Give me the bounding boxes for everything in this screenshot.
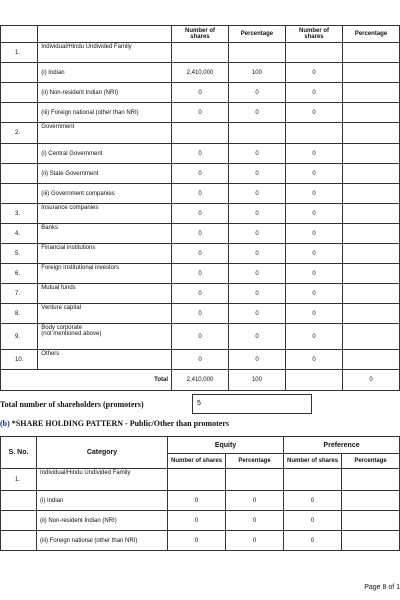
row-category — [38, 204, 172, 224]
table-row — [1, 43, 400, 63]
preference-shares-cell — [285, 123, 342, 144]
preference-shares-cell: 0 — [285, 103, 342, 123]
row-category — [37, 469, 168, 491]
preference-percentage-cell — [342, 103, 399, 123]
preference-percentage-cell — [342, 511, 400, 531]
preference-shares-cell: 0 — [285, 164, 342, 184]
category-header: Category — [37, 437, 168, 469]
total-equity-shares: 2,410,000 — [171, 370, 228, 391]
row-category — [38, 144, 172, 164]
shareholders-count-row — [0, 394, 400, 418]
row-category — [37, 511, 168, 531]
table-header-row — [1, 437, 400, 454]
row-category-label: (i) Indian — [40, 497, 64, 504]
equity-shares-cell: 0 — [168, 511, 226, 531]
row-serial-number: 8. — [1, 304, 38, 324]
row-serial-number: 5. — [1, 244, 38, 264]
preference-shares-cell: 0 — [285, 244, 342, 264]
equity-percentage-cell: 100 — [228, 63, 285, 83]
equity-percentage-cell: 0 — [228, 144, 285, 164]
preference-percentage-cell — [342, 284, 399, 304]
table-row — [1, 531, 400, 551]
equity-percentage-cell — [226, 469, 284, 491]
equity-header: Equity — [168, 437, 284, 454]
preference-shares-cell: 0 — [285, 224, 342, 244]
table-row — [1, 123, 400, 144]
preference-shares-cell: 0 — [285, 204, 342, 224]
preference-shares-header: Number of shares — [285, 26, 342, 43]
preference-percentage-cell — [342, 491, 400, 511]
preference-percentage-cell — [342, 264, 399, 284]
sn-header: S. No. — [1, 437, 37, 469]
section-b-heading: *SHARE HOLDING PATTERN - Public/Other than promoters — [9, 419, 229, 428]
table-row — [1, 184, 400, 204]
table-row — [1, 63, 400, 83]
row-category — [37, 531, 168, 551]
preference-percentage-cell — [342, 350, 399, 370]
row-category-label: (ii) Non-resident Indian (NRI) — [40, 517, 117, 524]
total-label: Total — [1, 370, 172, 391]
preference-shares-cell: 0 — [284, 511, 342, 531]
preference-shares-cell: 0 — [285, 83, 342, 103]
row-serial-number: 1. — [1, 469, 37, 491]
equity-percentage-cell: 0 — [228, 224, 285, 244]
table-row — [1, 264, 400, 284]
row-category — [37, 491, 168, 511]
preference-shares-cell: 0 — [285, 264, 342, 284]
equity-shares-cell: 0 — [171, 304, 228, 324]
equity-percentage-cell: 0 — [228, 324, 285, 350]
equity-shares-cell: 0 — [171, 284, 228, 304]
equity-percentage-cell: 0 — [226, 491, 284, 511]
row-category-label: (i) Indian — [41, 69, 65, 76]
equity-shares-cell: 2,410,000 — [171, 63, 228, 83]
row-serial-number — [1, 511, 37, 531]
preference-percentage-cell — [342, 63, 399, 83]
equity-percentage-cell: 0 — [228, 304, 285, 324]
equity-shares-cell: 0 — [171, 164, 228, 184]
row-category-label: Government — [41, 124, 75, 130]
equity-percentage-cell — [228, 123, 285, 144]
table-row — [1, 244, 400, 264]
preference-shares-cell — [284, 469, 342, 491]
preference-shares-cell: 0 — [285, 144, 342, 164]
preference-shares-cell — [285, 43, 342, 63]
row-category-label: Banks — [41, 225, 58, 231]
total-preference-percentage: 0 — [342, 370, 399, 391]
row-serial-number: 2. — [1, 123, 38, 144]
row-category — [38, 244, 172, 264]
row-category — [38, 284, 172, 304]
row-category-label: Insurance companies — [41, 205, 99, 211]
equity-shares-cell: 0 — [168, 531, 226, 551]
table-row — [1, 224, 400, 244]
preference-percentage-cell — [342, 43, 399, 63]
preference-percentage-cell — [342, 123, 399, 144]
row-serial-number — [1, 144, 38, 164]
equity-shares-header: Number of shares — [171, 26, 228, 43]
row-serial-number — [1, 184, 38, 204]
row-category-label: (iii) Foreign national (other than NRI) — [40, 537, 138, 544]
table-row — [1, 204, 400, 224]
equity-shares-cell: 0 — [171, 103, 228, 123]
row-category-label: Foreign institutional investors — [41, 265, 120, 271]
preference-shares-cell: 0 — [284, 491, 342, 511]
row-category-label-continued: (not mentioned above) — [41, 331, 102, 337]
row-category — [38, 184, 172, 204]
equity-percentage-cell: 0 — [226, 531, 284, 551]
equity-shares-cell: 0 — [171, 83, 228, 103]
equity-shares-cell — [171, 43, 228, 63]
preference-percentage-cell — [342, 164, 399, 184]
equity-shares-cell — [171, 123, 228, 144]
row-category-label: Others — [41, 351, 60, 357]
public-shareholding-table — [0, 436, 400, 551]
row-serial-number: 4. — [1, 224, 38, 244]
shareholders-count-label: Total number of shareholders (promoters) — [0, 400, 144, 409]
shareholders-count-field[interactable]: 5 — [192, 394, 312, 414]
preference-percentage-cell — [342, 224, 399, 244]
table-row — [1, 511, 400, 531]
table-row — [1, 284, 400, 304]
preference-percentage-cell — [342, 144, 399, 164]
row-category-label: Financial institutions — [41, 245, 96, 251]
row-serial-number — [1, 531, 37, 551]
total-equity-percentage: 100 — [228, 370, 285, 391]
row-category-label: Body corporate — [41, 325, 82, 331]
row-category-label: Individual/Hindu Undivided Family — [40, 470, 131, 476]
equity-percentage-cell: 0 — [226, 511, 284, 531]
row-category — [38, 43, 172, 63]
row-category-label: Individual/Hindu Undivided Family — [41, 44, 132, 50]
row-serial-number — [1, 83, 38, 103]
equity-percentage-cell: 0 — [228, 284, 285, 304]
equity-percentage-cell: 0 — [228, 164, 285, 184]
table-row — [1, 144, 400, 164]
row-category — [38, 224, 172, 244]
preference-percentage-header: Percentage — [342, 26, 399, 43]
preference-shares-cell: 0 — [285, 63, 342, 83]
preference-percentage-cell — [342, 324, 399, 350]
table-row — [1, 350, 400, 370]
equity-percentage-cell — [228, 43, 285, 63]
table-row — [1, 164, 400, 184]
equity-percentage-header: Percentage — [226, 454, 284, 469]
row-serial-number — [1, 491, 37, 511]
preference-percentage-header: Percentage — [342, 454, 400, 469]
equity-percentage-cell: 0 — [228, 244, 285, 264]
preference-percentage-cell — [342, 469, 400, 491]
row-category — [38, 324, 172, 350]
equity-shares-cell: 0 — [171, 224, 228, 244]
preference-percentage-cell — [342, 83, 399, 103]
preference-percentage-cell — [342, 304, 399, 324]
equity-shares-cell: 0 — [168, 491, 226, 511]
table-row — [1, 491, 400, 511]
equity-shares-cell: 0 — [171, 204, 228, 224]
preference-percentage-cell — [342, 204, 399, 224]
row-category — [38, 350, 172, 370]
equity-shares-cell: 0 — [171, 264, 228, 284]
row-serial-number — [1, 103, 38, 123]
preference-header: Preference — [284, 437, 400, 454]
row-category — [38, 103, 172, 123]
total-preference-shares — [285, 370, 342, 391]
row-category — [38, 83, 172, 103]
page-number: Page 8 of 1 — [364, 584, 400, 591]
section-b-title — [0, 419, 229, 428]
row-category-label: (i) Central Government — [41, 150, 103, 157]
row-serial-number: 10. — [1, 350, 38, 370]
table-row — [1, 83, 400, 103]
row-category — [38, 264, 172, 284]
equity-shares-cell: 0 — [171, 144, 228, 164]
equity-shares-cell: 0 — [171, 244, 228, 264]
equity-percentage-cell: 0 — [228, 264, 285, 284]
row-category-label: Venture capital — [41, 305, 81, 311]
preference-shares-header: Number of shares — [284, 454, 342, 469]
row-category — [38, 164, 172, 184]
row-category-label: (iii) Government companies — [41, 190, 115, 197]
table-row — [1, 103, 400, 123]
row-category-label: Mutual funds — [41, 285, 76, 291]
equity-shares-cell: 0 — [171, 350, 228, 370]
row-serial-number — [1, 63, 38, 83]
preference-shares-cell: 0 — [284, 531, 342, 551]
table-row — [1, 324, 400, 350]
equity-percentage-cell: 0 — [228, 350, 285, 370]
preference-shares-cell: 0 — [285, 184, 342, 204]
row-category — [38, 63, 172, 83]
preference-percentage-cell — [342, 184, 399, 204]
table-header-row — [1, 26, 400, 43]
table-row — [1, 304, 400, 324]
row-serial-number: 6. — [1, 264, 38, 284]
row-serial-number: 9. — [1, 324, 38, 350]
equity-percentage-header: Percentage — [228, 26, 285, 43]
preference-percentage-cell — [342, 531, 400, 551]
preference-shares-cell: 0 — [285, 350, 342, 370]
section-b-prefix: (b) — [0, 419, 10, 428]
preference-percentage-cell — [342, 244, 399, 264]
total-row — [1, 370, 400, 391]
equity-shares-cell: 0 — [171, 184, 228, 204]
row-serial-number: 7. — [1, 284, 38, 304]
equity-percentage-cell: 0 — [228, 103, 285, 123]
preference-shares-cell: 0 — [285, 304, 342, 324]
preference-shares-cell: 0 — [285, 284, 342, 304]
row-category — [38, 304, 172, 324]
equity-percentage-cell: 0 — [228, 204, 285, 224]
row-category-label: (ii) Non-resident Indian (NRI) — [41, 89, 118, 96]
equity-shares-cell — [168, 469, 226, 491]
preference-shares-cell: 0 — [285, 324, 342, 350]
row-serial-number — [1, 164, 38, 184]
equity-shares-header: Number of shares — [168, 454, 226, 469]
row-serial-number: 1. — [1, 43, 38, 63]
equity-percentage-cell: 0 — [228, 184, 285, 204]
row-category-label: (iii) Foreign national (other than NRI) — [41, 109, 139, 116]
row-serial-number: 3. — [1, 204, 38, 224]
table-row — [1, 469, 400, 491]
row-category-label: (ii) State Government — [41, 170, 99, 177]
promoters-shareholding-table — [0, 25, 400, 391]
row-category — [38, 123, 172, 144]
equity-percentage-cell: 0 — [228, 83, 285, 103]
equity-shares-cell: 0 — [171, 324, 228, 350]
